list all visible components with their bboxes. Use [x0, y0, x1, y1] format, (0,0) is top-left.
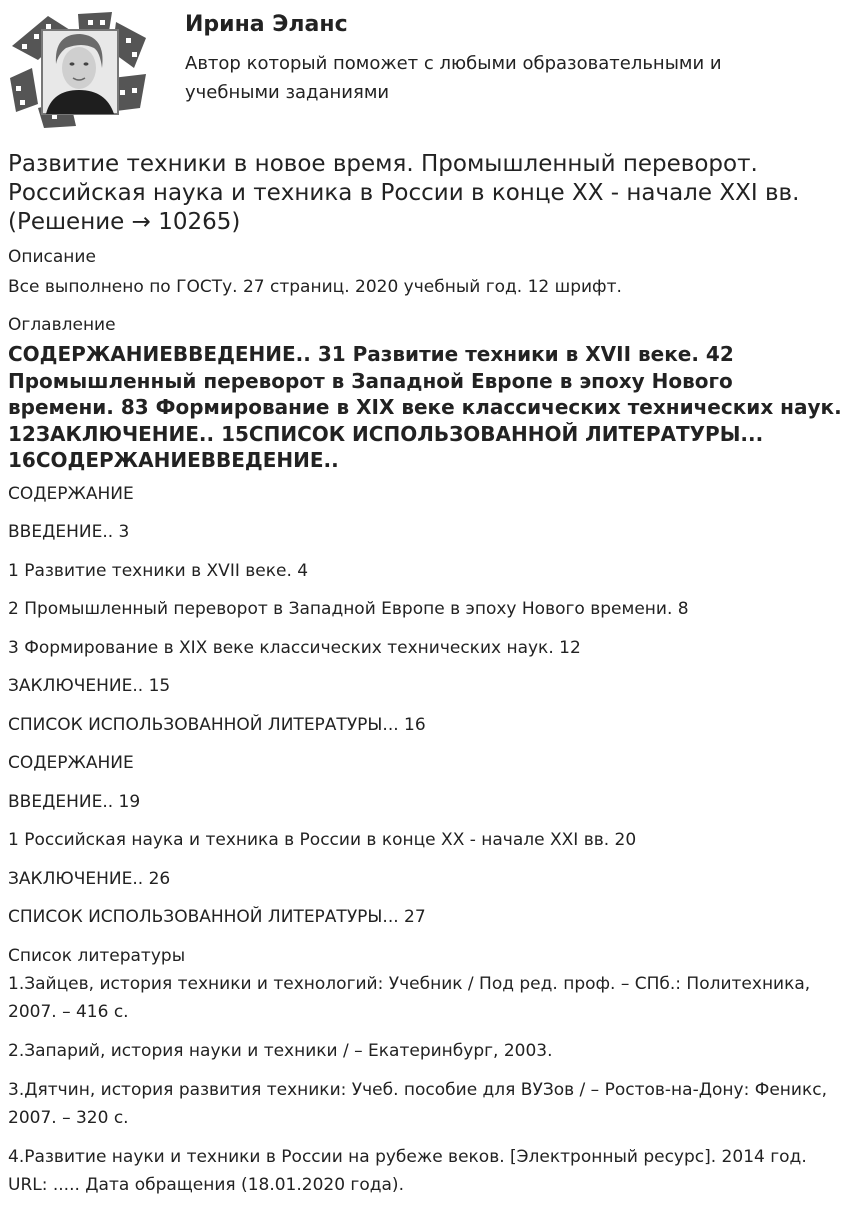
author-name: Ирина Эланс — [185, 12, 348, 37]
author-description: Автор который поможет с любыми образовательными и учебными заданиями — [185, 53, 722, 103]
toc-line: ЗАКЛЮЧЕНИЕ.. 26 — [8, 869, 171, 889]
description-text: Все выполнено по ГОСТу. 27 страниц. 2020 учебный год. 12 шрифт. — [8, 277, 622, 297]
literature-item: 2.Запарий, история науки и техники / – Екатеринбург, 2003. — [8, 1041, 553, 1061]
toc-line: СОДЕРЖАНИЕ — [8, 484, 134, 504]
toc-bold-text: СОДЕРЖАНИЕВВЕДЕНИЕ.. 31 Развитие техники в XVII веке. 42 Промышленный переворот в Западной Европе в эпоху Нового времени. 83 Формирование в XIX веке классических технических наук. 12ЗАКЛЮЧЕНИЕ.. 15СПИСОК ИСПОЛЬЗОВАННОЙ ЛИТЕРАТУРЫ... 16СОДЕРЖАНИЕВВЕДЕНИЕ.. — [8, 342, 842, 472]
toc-line: ВВЕДЕНИЕ.. 19 — [8, 792, 141, 812]
toc-line: СПИСОК ИСПОЛЬЗОВАННОЙ ЛИТЕРАТУРЫ... 27 — [8, 907, 426, 927]
toc-line: 1 Российская наука и техника в России в конце XX - начале XXI вв. 20 — [8, 830, 637, 850]
toc-label: Оглавление — [8, 315, 116, 335]
toc-line: 1 Развитие техники в XVII веке. 4 — [8, 561, 309, 581]
literature-item: 4.Развитие науки и техники в России на рубеже веков. [Электронный ресурс]. 2014 год. URL: ..... Дата обращения (18.01.2020 года). — [8, 1147, 807, 1195]
toc-line: 2 Промышленный переворот в Западной Европе в эпоху Нового времени. 8 — [8, 599, 689, 619]
description-label: Описание — [8, 247, 96, 267]
literature-item: 1.Зайцев, история техники и технологий: Учебник / Под ред. проф. – СПб.: Политехника, 2007. – 416 с. — [8, 974, 811, 1022]
author-card — [8, 8, 838, 128]
literature-item: 3.Дятчин, история развития техники: Учеб. пособие для ВУЗов / – Ростов-на-Дону: Феникс, 2007. – 320 с. — [8, 1080, 827, 1128]
literature-label: Список литературы — [8, 946, 186, 966]
author-avatar — [8, 8, 150, 128]
toc-line: СОДЕРЖАНИЕ — [8, 753, 134, 773]
toc-line: 3 Формирование в XIX веке классических технических наук. 12 — [8, 638, 581, 658]
toc-line: СПИСОК ИСПОЛЬЗОВАННОЙ ЛИТЕРАТУРЫ... 16 — [8, 715, 426, 735]
document-title: Развитие техники в новое время. Промышленный переворот. Российская наука и техника в России в конце XX - начале XXI вв. (Решение → 10265) — [8, 151, 800, 235]
toc-line: ВВЕДЕНИЕ.. 3 — [8, 522, 130, 542]
toc-line: ЗАКЛЮЧЕНИЕ.. 15 — [8, 676, 171, 696]
